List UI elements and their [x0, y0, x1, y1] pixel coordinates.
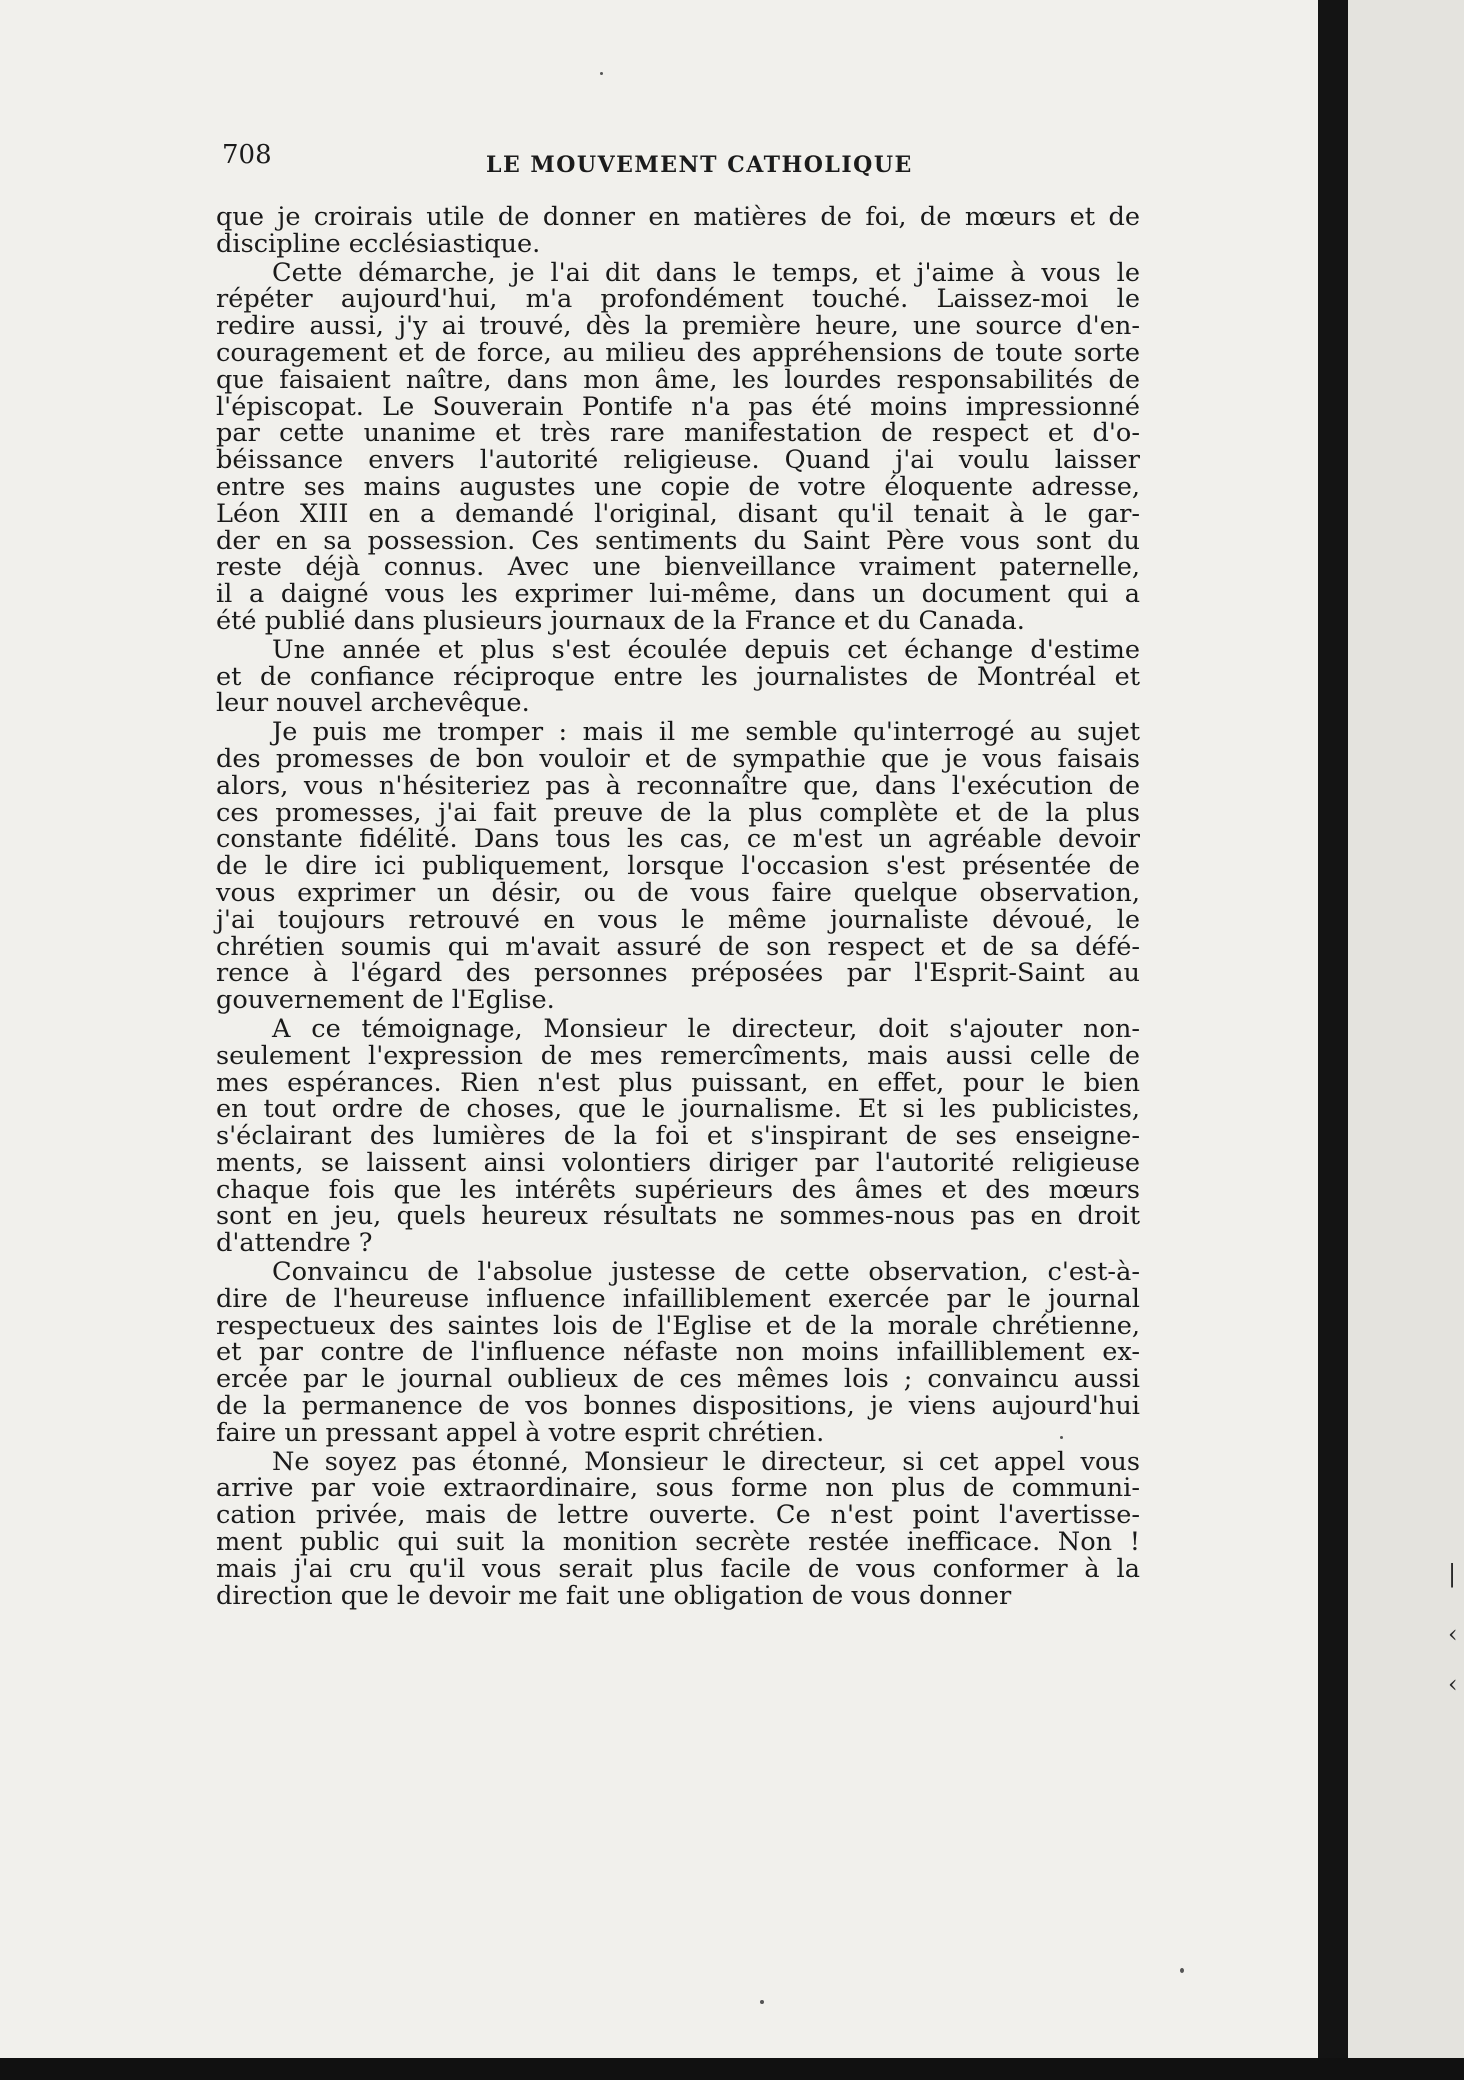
- text-line: d'attendre ?: [216, 1228, 373, 1259]
- paragraph: [216, 204, 1140, 258]
- text-line: ces promesses, j'ai fait preuve de la plus complète et de la plus: [216, 797, 1140, 828]
- text-line: A ce témoignage, Monsieur le directeur, doit s'ajouter non-: [272, 1013, 1140, 1044]
- text-line: cation privée, mais de lettre ouverte. Ce n'est point l'avertisse-: [216, 1500, 1140, 1531]
- text-line: redire aussi, j'y ai trouvé, dès la première heure, une source d'en-: [216, 311, 1140, 342]
- text-line: seulement l'expression de mes remercîments, mais aussi celle de: [216, 1040, 1140, 1071]
- text-line: respectueux des saintes lois de l'Eglise et de la morale chrétienne,: [216, 1310, 1140, 1341]
- text-line: l'épiscopat. Le Souverain Pontife n'a pas été moins impressionné: [216, 391, 1140, 422]
- body-text: [216, 204, 1140, 1611]
- paragraph: [216, 1013, 1140, 1259]
- bleed-mark-icon: ‹: [1448, 1670, 1458, 1698]
- text-line: de le dire ici publiquement, lorsque l'occasion s'est présentée de: [216, 851, 1140, 882]
- text-line: reste déjà connus. Avec une bienveillance vraiment paternelle,: [216, 552, 1140, 583]
- text-line: et de confiance réciproque entre les journalistes de Montréal et: [216, 661, 1140, 692]
- text-line: chrétien soumis qui m'avait assuré de son respect et de sa défé-: [216, 931, 1140, 962]
- text-line: été publié dans plusieurs journaux de la France et du Canada.: [216, 605, 1025, 636]
- text-line: couragement et de force, au milieu des appréhensions de toute sorte: [216, 337, 1140, 368]
- text-line: discipline ecclésiastique.: [216, 228, 541, 259]
- paragraph: [216, 719, 1140, 1014]
- scan-speck: [760, 2000, 764, 2004]
- text-line: Convaincu de l'absolue justesse de cette observation, c'est-à-: [272, 1257, 1140, 1288]
- text-line: Une année et plus s'est écoulée depuis cet échange d'estime: [272, 634, 1140, 665]
- text-line: mes espérances. Rien n'est plus puissant, en effet, pour le bien: [216, 1067, 1140, 1098]
- page-number: 708: [222, 140, 272, 170]
- paragraph: [216, 634, 1140, 719]
- text-line: sont en jeu, quels heureux résultats ne sommes-nous pas en droit: [216, 1201, 1140, 1232]
- page-header: [222, 140, 1122, 180]
- text-line: constante fidélité. Dans tous les cas, ce m'est un agréable devoir: [216, 824, 1140, 855]
- text-line: Léon XIII en a demandé l'original, disant qu'il tenait à le gar-: [216, 498, 1140, 529]
- text-line: faire un pressant appel à votre esprit chrétien.: [216, 1417, 825, 1448]
- text-line: de la permanence de vos bonnes dispositions, je viens aujourd'hui: [216, 1391, 1140, 1422]
- text-line: gouvernement de l'Eglise.: [216, 985, 555, 1016]
- text-line: Je puis me tromper : mais il me semble qu'interrogé au sujet: [272, 717, 1140, 748]
- text-line: et par contre de l'influence néfaste non moins infailliblement ex-: [216, 1337, 1140, 1368]
- text-line: ments, se laissent ainsi volontiers diriger par l'autorité religieuse: [216, 1147, 1140, 1178]
- text-line: béissance envers l'autorité religieuse. Quand j'ai voulu laisser: [216, 445, 1140, 476]
- scan-speck: [1060, 1436, 1063, 1439]
- text-line: par cette unanime et très rare manifestation de respect et d'o-: [216, 418, 1140, 449]
- scan-speck: [1180, 1968, 1184, 1973]
- text-line: Ne soyez pas étonné, Monsieur le directeur, si cet appel vous: [272, 1446, 1140, 1477]
- adjacent-page-edge: [1348, 0, 1464, 2058]
- scan-speck: [600, 72, 603, 75]
- text-line: chaque fois que les intérêts supérieurs des âmes et des mœurs: [216, 1174, 1140, 1205]
- text-line: il a daigné vous les exprimer lui-même, dans un document qui a: [216, 579, 1140, 610]
- text-line: Cette démarche, je l'ai dit dans le temps, et j'aime à vous le: [272, 257, 1140, 288]
- scan-bottom-border: [0, 2058, 1464, 2080]
- paragraph: [216, 257, 1140, 636]
- text-line: der en sa possession. Ces sentiments du Saint Père vous sont du: [216, 525, 1140, 556]
- text-line: que faisaient naître, dans mon âme, les lourdes responsabilités de: [216, 364, 1140, 395]
- text-line: mais j'ai cru qu'il vous serait plus facile de vous conformer à la: [216, 1553, 1140, 1584]
- text-line: en tout ordre de choses, que le journalisme. Et si les publicistes,: [216, 1094, 1140, 1125]
- text-line: arrive par voie extraordinaire, sous forme non plus de communi-: [216, 1473, 1140, 1504]
- bleed-mark-icon: |: [1448, 1560, 1457, 1588]
- text-line: alors, vous n'hésiteriez pas à reconnaître que, dans l'exécution de: [216, 770, 1140, 801]
- text-line: ercée par le journal oublieux de ces mêmes lois ; convaincu aussi: [216, 1364, 1140, 1395]
- text-line: des promesses de bon vouloir et de sympathie que je vous faisais: [216, 743, 1140, 774]
- text-line: direction que le devoir me fait une obligation de vous donner: [216, 1580, 1012, 1611]
- running-title: LE MOUVEMENT CATHOLIQUE: [486, 152, 913, 178]
- text-line: j'ai toujours retrouvé en vous le même journaliste dévoué, le: [216, 904, 1140, 935]
- bleed-mark-icon: ‹: [1448, 1620, 1458, 1648]
- text-line: s'éclairant des lumières de la foi et s'inspirant de ses enseigne-: [216, 1121, 1140, 1152]
- page-binding-edge: [1318, 0, 1348, 2058]
- text-line: entre ses mains augustes une copie de votre éloquente adresse,: [216, 471, 1140, 502]
- paragraph: [216, 1446, 1140, 1611]
- text-line: ment public qui suit la monition secrète restée inefficace. Non !: [216, 1527, 1140, 1558]
- text-line: rence à l'égard des personnes préposées par l'Esprit-Saint au: [216, 958, 1140, 989]
- text-line: que je croirais utile de donner en matières de foi, de mœurs et de: [216, 202, 1140, 232]
- text-line: répéter aujourd'hui, m'a profondément touché. Laissez-moi le: [216, 284, 1140, 315]
- text-line: vous exprimer un désir, ou de vous faire quelque observation,: [216, 877, 1140, 908]
- text-line: dire de l'heureuse influence infailliblement exercée par le journal: [216, 1283, 1140, 1314]
- paragraph: [216, 1259, 1140, 1447]
- text-line: leur nouvel archevêque.: [216, 688, 530, 719]
